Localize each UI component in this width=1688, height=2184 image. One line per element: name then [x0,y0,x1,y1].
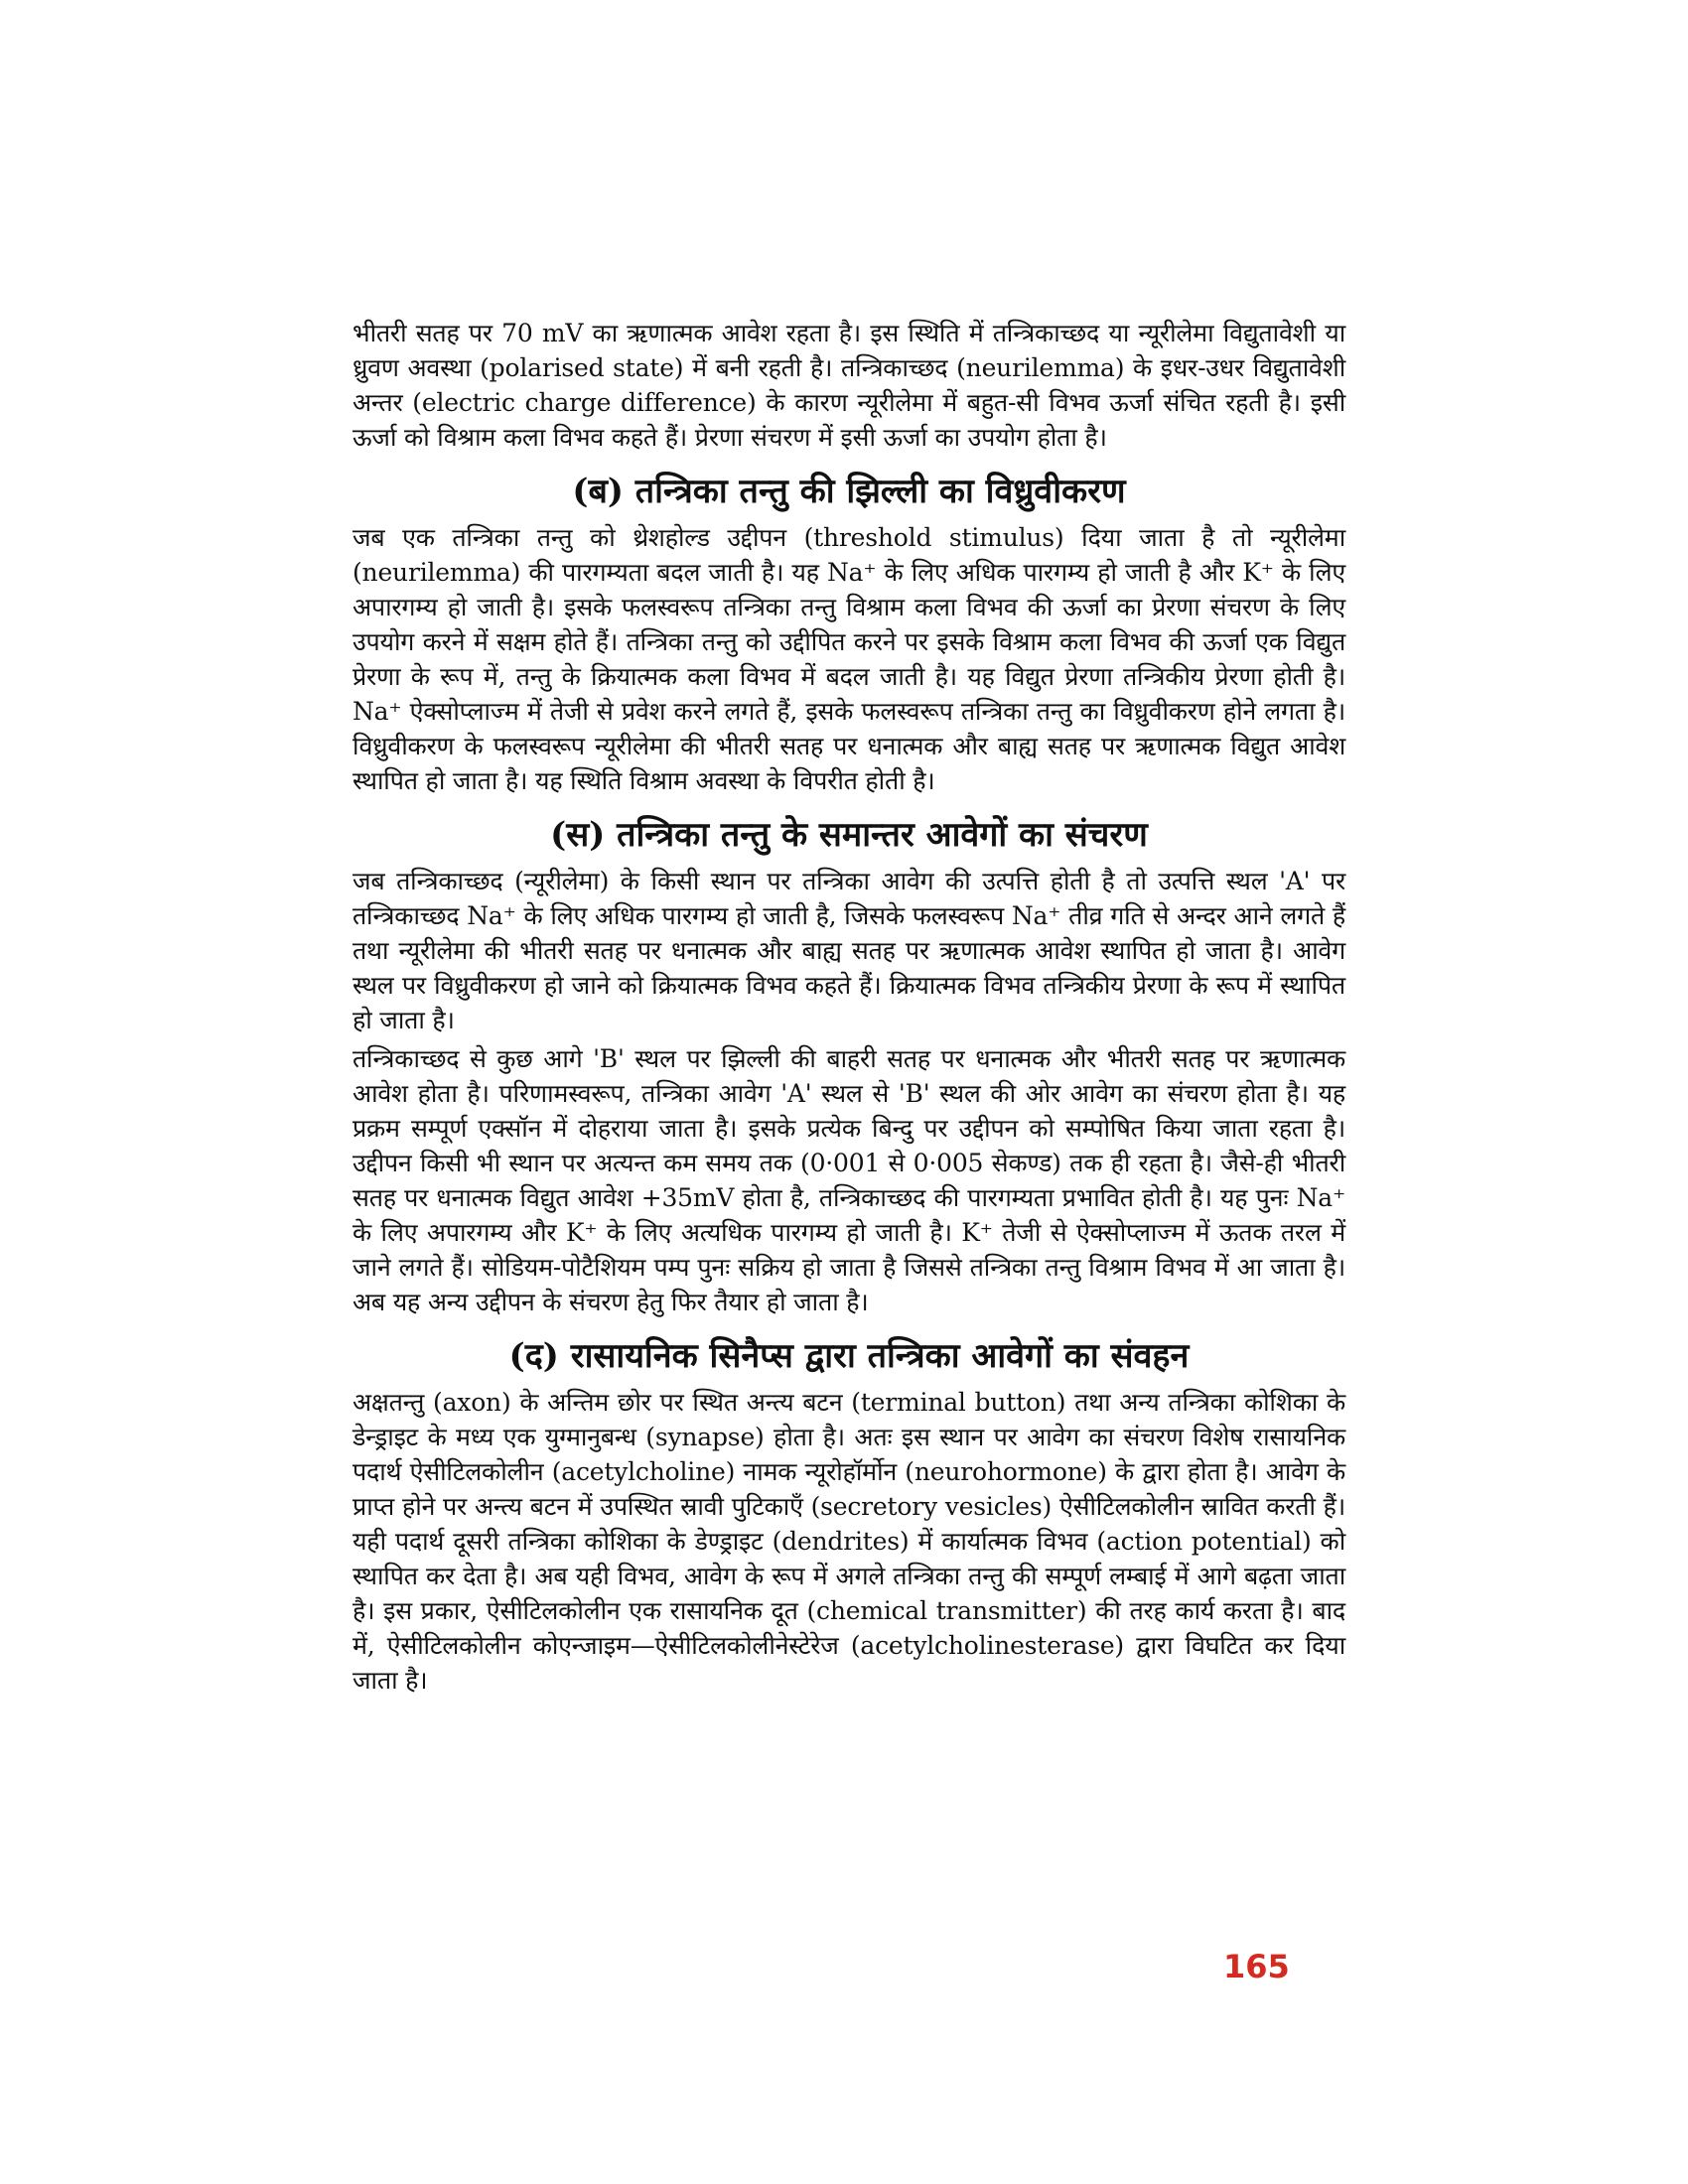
heading-impulse-conduction: (स) तन्त्रिका तन्तु के समान्तर आवेगों का संचरण [550,815,1148,855]
heading-depolarisation: (ब) तन्त्रिका तन्तु की झिल्ली का विध्रुवीकरण [572,472,1126,511]
paragraph-impulse-origin: जब तन्त्रिकाच्छद (न्यूरीलेमा) के किसी स्थान पर तन्त्रिका आवेग की उत्पत्ति होती है तो उत्पत्ति स्थल 'A' पर तन्त्रिकाच्छद Na⁺ के लिए अधिक पारगम्य हो जाती है, जिसके फलस्वरूप Na⁺ तीव्र गति से अन्दर आने लगते हैं तथा न्यूरीलेमा की भीतरी सतह पर धनात्मक और बाह्य सतह पर ऋणात्मक आवेश स्थापित हो जाता है। आवेग स्थल पर विध्रुवीकरण हो जाने को क्रियात्मक विभव कहते हैं। क्रियात्मक विभव तन्त्रिकीय प्रेरणा के रूप में स्थापित हो जाता है। [352,867,1345,1034]
paragraph-impulse-propagation: तन्त्रिकाच्छद से कुछ आगे 'B' स्थल पर झिल्ली की बाहरी सतह पर धनात्मक और भीतरी सतह पर ऋणात्मक आवेश होता है। परिणामस्वरूप, तन्त्रिका आवेग 'A' स्थल से 'B' स्थल की ओर आवेग का संचरण होता है। यह प्रक्रम सम्पूर्ण एक्सॉन में दोहराया जाता है। इसके प्रत्येक बिन्दु पर उद्दीपन को सम्पोषित किया जाता रहता है। उद्दीपन किसी भी स्थान पर अत्यन्त कम समय तक (0·001 से 0·005 सेकण्ड) तक ही रहता है। जैसे-ही भीतरी सतह पर धनात्मक विद्युत आवेश +35mV होता है, तन्त्रिकाच्छद की पारगम्यता प्रभावित होती है। यह पुनः Na⁺ के लिए अपारगम्य और K⁺ के लिए अत्यधिक पारगम्य हो जाती है। K⁺ तेजी से ऐक्सोप्लाज्म में ऊतक तरल में जाने लगते हैं। सोडियम-पोटैशियम पम्प पुनः सक्रिय हो जाता है जिससे तन्त्रिका तन्तु विश्राम विभव में आ जाता है। अब यह अन्य उद्दीपन के संचरण हेतु फिर तैयार हो जाता है। [352,1044,1345,1316]
heading-chemical-synapse: (द) रासायनिक सिनैप्स द्वारा तन्त्रिका आवेगों का संवहन [508,1336,1190,1376]
paragraph-resting-potential: भीतरी सतह पर 70 mV का ऋणात्मक आवेश रहता है। इस स्थिति में तन्त्रिकाच्छद या न्यूरीलेमा विद्युतावेशी या ध्रुवण अवस्था (polarised state) में बनी रहती है। तन्त्रिकाच्छद (neurilemma) के इधर-उधर विद्युतावेशी अन्तर (electric charge difference) के कारण न्यूरीलेमा में बहुत-सी विभव ऊर्जा संचित रहती है। इसी ऊर्जा को विश्राम कला विभव कहते हैं। प्रेरणा संचरण में इसी ऊर्जा का उपयोग होता है। [352,319,1345,452]
page-content [352,316,1345,1698]
page-number: 165 [1223,1948,1290,1985]
paragraph-chemical-synapse: अक्षतन्तु (axon) के अन्तिम छोर पर स्थित अन्त्य बटन (terminal button) तथा अन्य तन्त्रिका कोशिका के डेन्ड्राइट के मध्य एक युग्मानुबन्ध (synapse) होता है। अतः इस स्थान पर आवेग का संचरण विशेष रासायनिक पदार्थ ऐसीटिलकोलीन (acetylcholine) नामक न्यूरोहॉर्मोन (neurohormone) के द्वारा होता है। आवेग के प्राप्त होने पर अन्त्य बटन में उपस्थित स्रावी पुटिकाएँ (secretory vesicles) ऐसीटिलकोलीन स्रावित करती हैं। यही पदार्थ दूसरी तन्त्रिका कोशिका के डेण्ड्राइट (dendrites) में कार्यात्मक विभव (action potential) को स्थापित कर देता है। अब यही विभव, आवेग के रूप में अगले तन्त्रिका तन्तु की सम्पूर्ण लम्बाई में आगे बढ़ता जाता है। इस प्रकार, ऐसीटिलकोलीन एक रासायनिक दूत (chemical transmitter) की तरह कार्य करता है। बाद में, ऐसीटिलकोलीन कोएन्जाइम—ऐसीटिलकोलीनेस्टेरेज (acetylcholinesterase) द्वारा विघटित कर दिया जाता है। [352,1388,1345,1695]
paragraph-depolarisation: जब एक तन्त्रिका तन्तु को थ्रेशहोल्ड उद्दीपन (threshold stimulus) दिया जाता है तो न्यूरीलेमा (neurilemma) की पारगम्यता बदल जाती है। यह Na⁺ के लिए अधिक पारगम्य हो जाती है और K⁺ के लिए अपारगम्य हो जाती है। इसके फलस्वरूप तन्त्रिका तन्तु विश्राम कला विभव की ऊर्जा का प्रेरणा संचरण के लिए उपयोग करने में सक्षम होते हैं। तन्त्रिका तन्तु को उद्दीपित करने पर इसके विश्राम कला विभव की ऊर्जा एक विद्युत प्रेरणा के रूप में, तन्तु के क्रियात्मक कला विभव में बदल जाती है। यह विद्युत प्रेरणा तन्त्रिकीय प्रेरणा होती है। Na⁺ ऐक्सोप्लाज्म में तेजी से प्रवेश करने लगते हैं, इसके फलस्वरूप तन्त्रिका तन्तु का विध्रुवीकरण होने लगता है। विध्रुवीकरण के फलस्वरूप न्यूरीलेमा की भीतरी सतह पर धनात्मक और बाह्य सतह पर ऋणात्मक विद्युत आवेश स्थापित हो जाता है। यह स्थिति विश्राम अवस्था के विपरीत होती है। [352,523,1345,795]
